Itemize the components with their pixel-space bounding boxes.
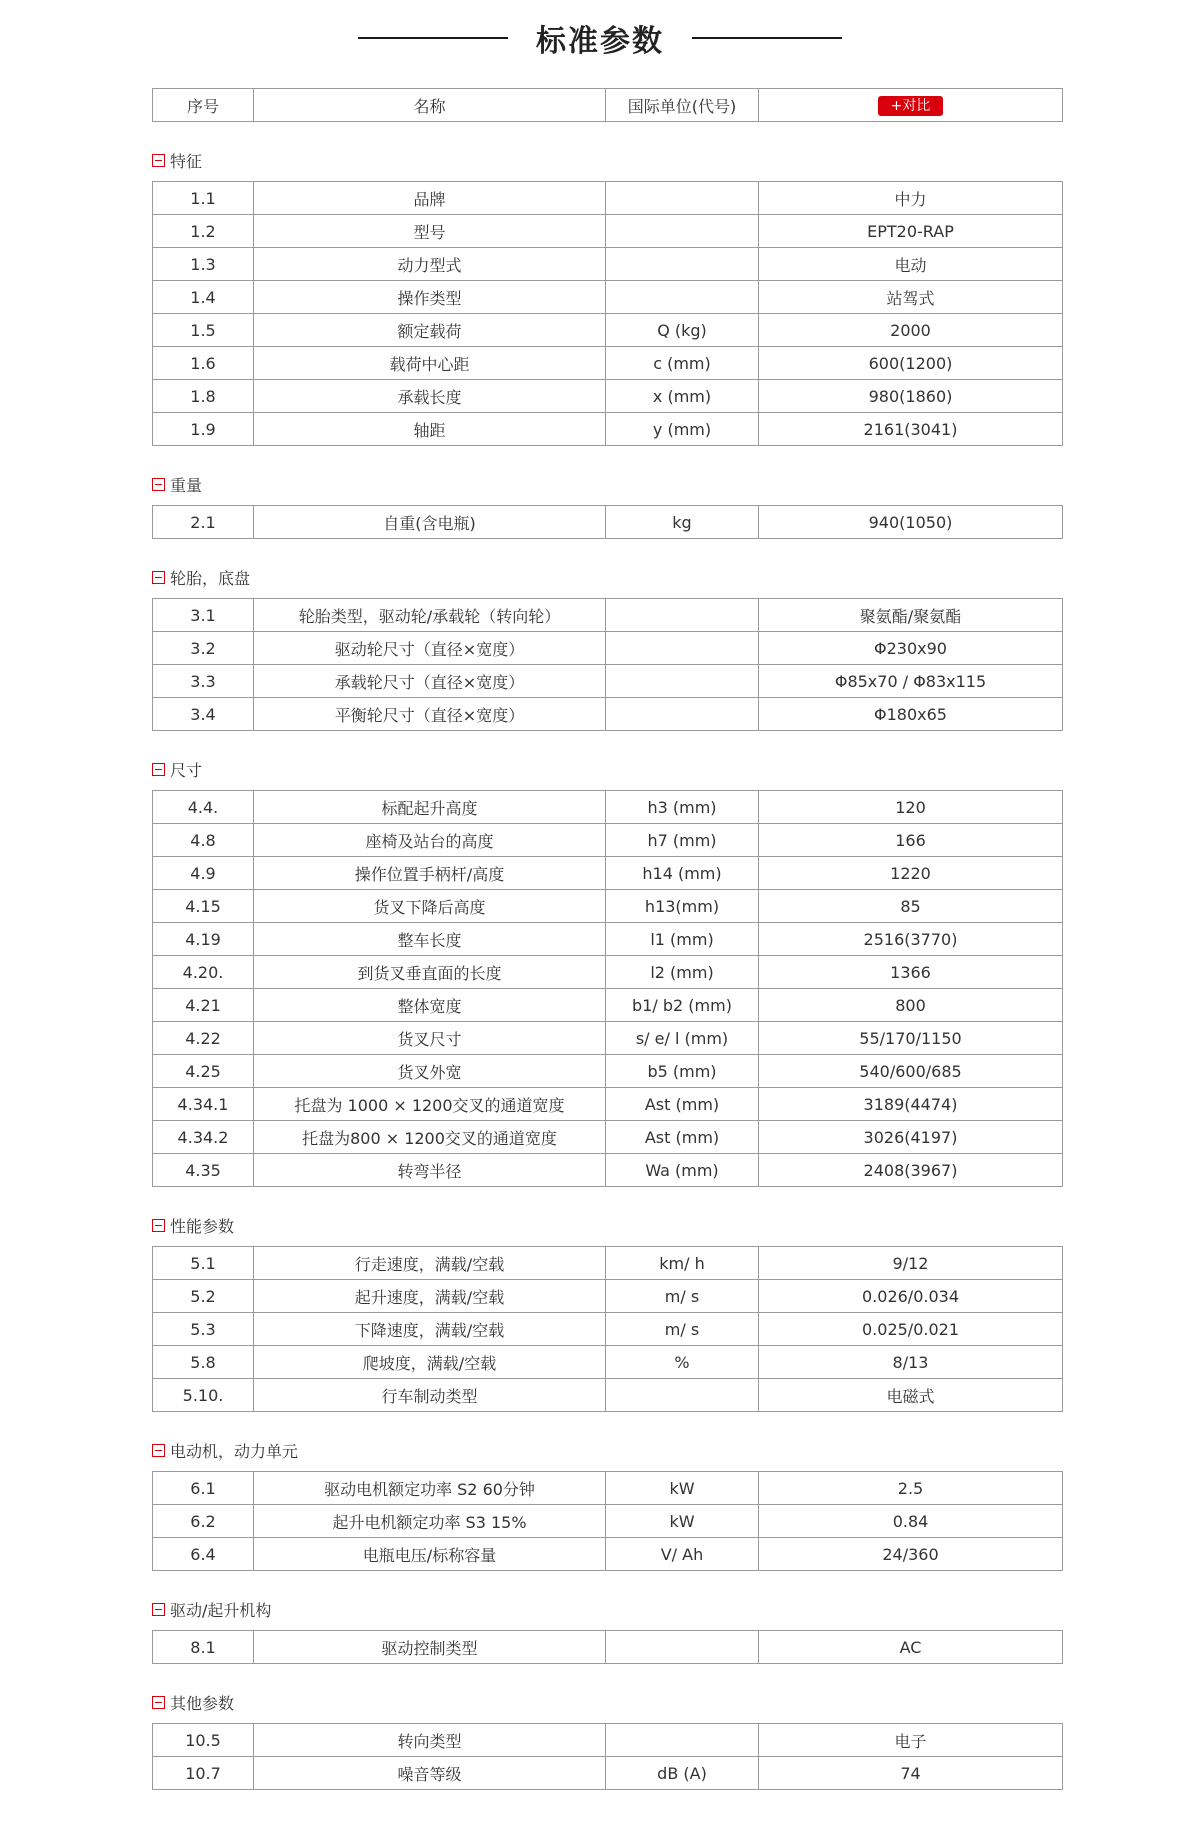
- row-index: 6.2: [153, 1505, 254, 1538]
- row-value: 中力: [759, 182, 1063, 215]
- row-name: 整体宽度: [254, 989, 606, 1022]
- collapse-minus-icon[interactable]: [152, 763, 165, 776]
- spec-table: [152, 1630, 1063, 1664]
- row-index: 4.19: [153, 923, 254, 956]
- table-row: [153, 413, 1063, 446]
- row-unit: km/ h: [606, 1247, 759, 1280]
- row-name: 托盘为 1000 × 1200交叉的通道宽度: [254, 1088, 606, 1121]
- row-name: 货叉外宽: [254, 1055, 606, 1088]
- row-value: 1366: [759, 956, 1063, 989]
- header-index: 序号: [153, 89, 254, 122]
- table-row: [153, 698, 1063, 731]
- row-value: 0.84: [759, 1505, 1063, 1538]
- row-index: 4.20.: [153, 956, 254, 989]
- row-value: Φ85x70 / Φ83x115: [759, 665, 1063, 698]
- table-row: [153, 923, 1063, 956]
- row-unit: y (mm): [606, 413, 759, 446]
- row-value: 聚氨酯/聚氨酯: [759, 599, 1063, 632]
- table-row: [153, 989, 1063, 1022]
- row-value: 9/12: [759, 1247, 1063, 1280]
- table-row: [153, 1757, 1063, 1790]
- section-header[interactable]: [152, 562, 1062, 593]
- row-value: 电子: [759, 1724, 1063, 1757]
- row-index: 5.3: [153, 1313, 254, 1346]
- row-value: 540/600/685: [759, 1055, 1063, 1088]
- row-index: 4.22: [153, 1022, 254, 1055]
- row-value: 55/170/1150: [759, 1022, 1063, 1055]
- table-row: [153, 956, 1063, 989]
- table-row: [153, 182, 1063, 215]
- table-row: [153, 380, 1063, 413]
- row-unit: dB (A): [606, 1757, 759, 1790]
- table-row: [153, 215, 1063, 248]
- row-name: 转向类型: [254, 1724, 606, 1757]
- table-row: [153, 1505, 1063, 1538]
- row-index: 4.35: [153, 1154, 254, 1187]
- section-title: 电动机，动力单元: [170, 1442, 299, 1461]
- row-unit: [606, 599, 759, 632]
- row-unit: b1/ b2 (mm): [606, 989, 759, 1022]
- spec-table: [152, 181, 1063, 446]
- row-unit: l1 (mm): [606, 923, 759, 956]
- row-index: 1.5: [153, 314, 254, 347]
- row-name: 轮胎类型，驱动轮/承载轮（转向轮）: [254, 599, 606, 632]
- row-name: 行车制动类型: [254, 1379, 606, 1412]
- row-unit: h14 (mm): [606, 857, 759, 890]
- row-index: 4.34.1: [153, 1088, 254, 1121]
- row-unit: Ast (mm): [606, 1121, 759, 1154]
- section-body: [152, 505, 1062, 539]
- row-name: 承载轮尺寸（直径×宽度）: [254, 665, 606, 698]
- row-index: 4.21: [153, 989, 254, 1022]
- row-index: 1.4: [153, 281, 254, 314]
- section-header[interactable]: [152, 1435, 1062, 1466]
- table-row: [153, 281, 1063, 314]
- row-name: 噪音等级: [254, 1757, 606, 1790]
- row-name: 型号: [254, 215, 606, 248]
- row-name: 到货叉垂直面的长度: [254, 956, 606, 989]
- table-row: [153, 824, 1063, 857]
- table-row: [153, 248, 1063, 281]
- section-title: 轮胎，底盘: [170, 569, 251, 588]
- row-value: 0.026/0.034: [759, 1280, 1063, 1313]
- heading-left-rule: [358, 37, 508, 39]
- row-value: 8/13: [759, 1346, 1063, 1379]
- row-name: 整车长度: [254, 923, 606, 956]
- table-row: [153, 1472, 1063, 1505]
- table-row: [153, 1280, 1063, 1313]
- row-unit: s/ e/ l (mm): [606, 1022, 759, 1055]
- spec-table: [152, 1246, 1063, 1412]
- row-index: 8.1: [153, 1631, 254, 1664]
- row-index: 10.5: [153, 1724, 254, 1757]
- row-unit: kW: [606, 1505, 759, 1538]
- row-index: 3.1: [153, 599, 254, 632]
- row-name: 驱动电机额定功率 S2 60分钟: [254, 1472, 606, 1505]
- section-title: 性能参数: [170, 1217, 235, 1236]
- row-name: 驱动控制类型: [254, 1631, 606, 1664]
- table-row: [153, 857, 1063, 890]
- row-unit: [606, 665, 759, 698]
- row-value: 电磁式: [759, 1379, 1063, 1412]
- collapse-minus-icon[interactable]: [152, 478, 165, 491]
- section-header[interactable]: [152, 1594, 1062, 1625]
- row-value: 1220: [759, 857, 1063, 890]
- row-value: 85: [759, 890, 1063, 923]
- section-body: [152, 1471, 1062, 1571]
- row-unit: m/ s: [606, 1313, 759, 1346]
- row-unit: l2 (mm): [606, 956, 759, 989]
- section-title: 特征: [170, 152, 203, 171]
- section-header[interactable]: [152, 145, 1062, 176]
- row-value: Φ180x65: [759, 698, 1063, 731]
- row-name: 起升速度，满载/空载: [254, 1280, 606, 1313]
- row-unit: h3 (mm): [606, 791, 759, 824]
- row-index: 6.4: [153, 1538, 254, 1571]
- row-name: 动力型式: [254, 248, 606, 281]
- row-value: 166: [759, 824, 1063, 857]
- row-unit: Q (kg): [606, 314, 759, 347]
- spec-table: [152, 1471, 1063, 1571]
- row-index: 1.1: [153, 182, 254, 215]
- row-value: 2161(3041): [759, 413, 1063, 446]
- section-header[interactable]: [152, 1210, 1062, 1241]
- row-value: 600(1200): [759, 347, 1063, 380]
- table-row: [153, 1313, 1063, 1346]
- table-row: [153, 1724, 1063, 1757]
- row-index: 4.9: [153, 857, 254, 890]
- row-unit: h7 (mm): [606, 824, 759, 857]
- section-title: 重量: [170, 476, 203, 495]
- row-name: 品牌: [254, 182, 606, 215]
- row-name: 电瓶电压/标称容量: [254, 1538, 606, 1571]
- row-name: 行走速度，满载/空载: [254, 1247, 606, 1280]
- row-name: 额定载荷: [254, 314, 606, 347]
- section-title: 驱动/起升机构: [170, 1601, 272, 1620]
- table-row: [153, 1631, 1063, 1664]
- row-index: 3.2: [153, 632, 254, 665]
- row-index: 1.2: [153, 215, 254, 248]
- row-index: 1.9: [153, 413, 254, 446]
- row-value: AC: [759, 1631, 1063, 1664]
- row-name: 座椅及站台的高度: [254, 824, 606, 857]
- collapse-minus-icon[interactable]: [152, 1219, 165, 1232]
- row-value: 电动: [759, 248, 1063, 281]
- row-unit: [606, 1631, 759, 1664]
- section-body: [152, 181, 1062, 446]
- row-index: 3.4: [153, 698, 254, 731]
- row-index: 1.3: [153, 248, 254, 281]
- row-value: 940(1050): [759, 506, 1063, 539]
- table-row: [153, 632, 1063, 665]
- row-index: 2.1: [153, 506, 254, 539]
- row-unit: V/ Ah: [606, 1538, 759, 1571]
- spec-table: [152, 790, 1063, 1187]
- row-name: 下降速度，满载/空载: [254, 1313, 606, 1346]
- row-name: 自重(含电瓶): [254, 506, 606, 539]
- row-name: 轴距: [254, 413, 606, 446]
- section-header[interactable]: [152, 754, 1062, 785]
- row-unit: Ast (mm): [606, 1088, 759, 1121]
- row-unit: Wa (mm): [606, 1154, 759, 1187]
- row-value: 24/360: [759, 1538, 1063, 1571]
- row-unit: kW: [606, 1472, 759, 1505]
- row-name: 承载长度: [254, 380, 606, 413]
- row-value: 站驾式: [759, 281, 1063, 314]
- table-row: [153, 1379, 1063, 1412]
- row-index: 4.15: [153, 890, 254, 923]
- row-value: 120: [759, 791, 1063, 824]
- row-name: 操作位置手柄杆/高度: [254, 857, 606, 890]
- row-unit: kg: [606, 506, 759, 539]
- row-name: 爬坡度，满载/空载: [254, 1346, 606, 1379]
- row-name: 载荷中心距: [254, 347, 606, 380]
- collapse-minus-icon[interactable]: [152, 154, 165, 167]
- row-unit: [606, 248, 759, 281]
- header-unit: 国际单位(代号): [606, 89, 759, 122]
- row-value: 0.025/0.021: [759, 1313, 1063, 1346]
- row-index: 3.3: [153, 665, 254, 698]
- page-heading: [0, 10, 1200, 66]
- row-value: 3026(4197): [759, 1121, 1063, 1154]
- row-name: 操作类型: [254, 281, 606, 314]
- row-index: 1.8: [153, 380, 254, 413]
- row-name: 托盘为800 × 1200交叉的通道宽度: [254, 1121, 606, 1154]
- collapse-minus-icon[interactable]: [152, 1603, 165, 1616]
- row-unit: [606, 1379, 759, 1412]
- table-row: [153, 599, 1063, 632]
- table-row: [153, 1121, 1063, 1154]
- section-body: [152, 1630, 1062, 1664]
- collapse-minus-icon[interactable]: [152, 1444, 165, 1457]
- row-unit: [606, 281, 759, 314]
- table-row: [153, 314, 1063, 347]
- row-unit: %: [606, 1346, 759, 1379]
- row-index: 5.8: [153, 1346, 254, 1379]
- row-name: 平衡轮尺寸（直径×宽度）: [254, 698, 606, 731]
- section-body: [152, 1246, 1062, 1412]
- row-value: Φ230x90: [759, 632, 1063, 665]
- row-unit: b5 (mm): [606, 1055, 759, 1088]
- collapse-minus-icon[interactable]: [152, 571, 165, 584]
- row-name: 转弯半径: [254, 1154, 606, 1187]
- table-row: [153, 1346, 1063, 1379]
- row-index: 4.8: [153, 824, 254, 857]
- spec-table: [152, 1723, 1063, 1790]
- row-value: 2000: [759, 314, 1063, 347]
- section-body: [152, 790, 1062, 1187]
- table-row: [153, 1088, 1063, 1121]
- row-index: 6.1: [153, 1472, 254, 1505]
- table-row: [153, 1538, 1063, 1571]
- spec-header-table: [152, 88, 1063, 122]
- row-unit: c (mm): [606, 347, 759, 380]
- row-unit: [606, 182, 759, 215]
- row-value: 2516(3770): [759, 923, 1063, 956]
- row-unit: [606, 215, 759, 248]
- row-value: 2.5: [759, 1472, 1063, 1505]
- section-title: 其他参数: [170, 1694, 235, 1713]
- section-title: 尺寸: [170, 761, 203, 780]
- row-value: EPT20-RAP: [759, 215, 1063, 248]
- page-title: 标准参数: [536, 24, 664, 59]
- row-value: 3189(4474): [759, 1088, 1063, 1121]
- collapse-minus-icon[interactable]: [152, 1696, 165, 1709]
- heading-right-rule: [692, 37, 842, 39]
- table-row: [153, 1247, 1063, 1280]
- header-name: 名称: [254, 89, 606, 122]
- row-name: 标配起升高度: [254, 791, 606, 824]
- spec-container: [152, 88, 1062, 1790]
- row-index: 5.1: [153, 1247, 254, 1280]
- row-value: 980(1860): [759, 380, 1063, 413]
- section-body: [152, 598, 1062, 731]
- table-row: [153, 665, 1063, 698]
- table-row: [153, 1055, 1063, 1088]
- section-body: [152, 1723, 1062, 1790]
- section-header[interactable]: [152, 1687, 1062, 1718]
- row-index: 5.10.: [153, 1379, 254, 1412]
- row-unit: [606, 698, 759, 731]
- section-header[interactable]: [152, 469, 1062, 500]
- row-index: 4.4.: [153, 791, 254, 824]
- table-row: [153, 1154, 1063, 1187]
- row-unit: m/ s: [606, 1280, 759, 1313]
- table-row: [153, 890, 1063, 923]
- table-row: [153, 506, 1063, 539]
- row-index: 1.6: [153, 347, 254, 380]
- spec-table: [152, 505, 1063, 539]
- row-index: 4.25: [153, 1055, 254, 1088]
- row-index: 5.2: [153, 1280, 254, 1313]
- row-name: 货叉下降后高度: [254, 890, 606, 923]
- table-row: [153, 347, 1063, 380]
- header-compare-cell: [759, 89, 1063, 122]
- row-name: 起升电机额定功率 S3 15%: [254, 1505, 606, 1538]
- row-unit: [606, 632, 759, 665]
- spec-header-row: [153, 89, 1063, 122]
- row-unit: [606, 1724, 759, 1757]
- table-row: [153, 1022, 1063, 1055]
- row-value: 74: [759, 1757, 1063, 1790]
- row-unit: x (mm): [606, 380, 759, 413]
- row-unit: h13(mm): [606, 890, 759, 923]
- row-value: 2408(3967): [759, 1154, 1063, 1187]
- row-index: 4.34.2: [153, 1121, 254, 1154]
- row-name: 货叉尺寸: [254, 1022, 606, 1055]
- table-row: [153, 791, 1063, 824]
- row-value: 800: [759, 989, 1063, 1022]
- compare-button[interactable]: +对比: [878, 96, 944, 116]
- row-name: 驱动轮尺寸（直径×宽度）: [254, 632, 606, 665]
- spec-table: [152, 598, 1063, 731]
- row-index: 10.7: [153, 1757, 254, 1790]
